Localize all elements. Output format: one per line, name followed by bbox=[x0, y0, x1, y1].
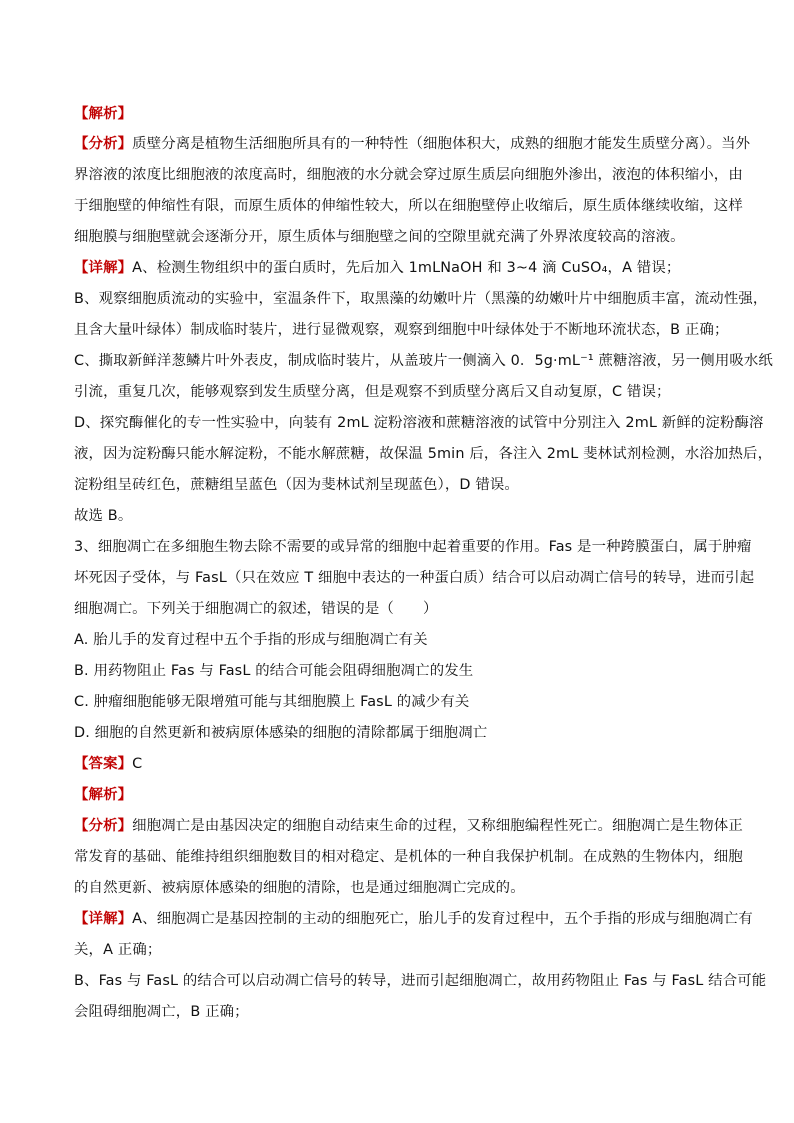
section-tag: 【解析】 bbox=[74, 106, 133, 122]
line-24 bbox=[74, 816, 743, 836]
line-6 bbox=[74, 258, 680, 278]
line-text: 常发育的基础、能维持组织细胞数目的相对稳定、是机体的一种自我保护机制。在成熟的生物体内，细胞 bbox=[74, 849, 743, 865]
line-13 bbox=[74, 475, 519, 495]
line-text: 液，因为淀粉酶只能水解淀粉，不能水解蔗糖，故保温 5min 后，各注入 2mL 斐林试剂检测，水浴加热后， bbox=[74, 446, 773, 462]
line-10 bbox=[74, 382, 671, 402]
line-text: 会阻碍细胞凋亡，B 正确； bbox=[74, 1004, 249, 1020]
line-text: C bbox=[132, 756, 143, 772]
section-tag: 【详解】 bbox=[74, 260, 133, 276]
line-text: 质壁分离是植物生活细胞所具有的一种特性（细胞体积大，成熟的细胞才能发生质壁分离）。当外 bbox=[132, 136, 751, 152]
section-tag: 【分析】 bbox=[74, 136, 133, 152]
section-tag: 【详解】 bbox=[74, 911, 133, 927]
section-tag: 【解析】 bbox=[74, 787, 133, 803]
line-text: C. 肿瘤细胞能够无限增殖可能与其细胞膜上 FasL 的减少有关 bbox=[74, 694, 470, 710]
line-text: 细胞膜与细胞壁就会逐渐分开，原生质体与细胞壁之间的空隙里就充满了外界浓度较高的溶液。 bbox=[74, 229, 685, 245]
line-text: 引流，重复几次，能够观察到发生质壁分离，但是观察不到质壁分离后又自动复原，C 错误； bbox=[74, 384, 671, 400]
line-5 bbox=[74, 227, 685, 247]
section-tag: 【分析】 bbox=[74, 818, 133, 834]
line-text: 淀粉组呈砖红色，蔗糖组呈蓝色（因为斐林试剂呈现蓝色），D 错误。 bbox=[74, 477, 519, 493]
line-29 bbox=[74, 971, 766, 991]
line-text: B. 用药物阻止 Fas 与 FasL 的结合可能会阻碍细胞凋亡的发生 bbox=[74, 663, 474, 679]
line-30 bbox=[74, 1002, 249, 1022]
line-18 bbox=[74, 630, 428, 650]
line-text: B、观察细胞质流动的实验中，室温条件下，取黑藻的幼嫩叶片（黑藻的幼嫩叶片中细胞质丰富，流动性强， bbox=[74, 291, 768, 307]
line-4 bbox=[74, 196, 743, 216]
line-21 bbox=[74, 723, 487, 743]
line-20 bbox=[74, 692, 469, 712]
line-text: 且含大量叶绿体）制成临时装片，进行显微观察，观察到细胞中叶绿体处于不断地环流状态，B 正确； bbox=[74, 322, 729, 338]
line-text: 3、细胞凋亡在多细胞生物去除不需要的或异常的细胞中起着重要的作用。Fas 是一种跨膜蛋白，属于肿瘤 bbox=[74, 539, 752, 555]
line-text: 故选 B。 bbox=[74, 508, 133, 524]
line-text: 坏死因子受体，与 FasL（只在效应 T 细胞中表达的一种蛋白质）结合可以启动凋亡信号的转导，进而引起 bbox=[74, 570, 755, 586]
line-28 bbox=[74, 940, 161, 960]
line-text: A、检测生物组织中的蛋白质时，先后加入 1mLNaOH 和 3~4 滴 CuSO₄，A 错误； bbox=[132, 260, 681, 276]
line-16 bbox=[74, 568, 754, 588]
line-26 bbox=[74, 878, 525, 898]
line-1 bbox=[74, 104, 132, 124]
line-25 bbox=[74, 847, 743, 867]
section-tag: 【答案】 bbox=[74, 756, 133, 772]
line-3 bbox=[74, 165, 743, 185]
line-text: 细胞凋亡。下列关于细胞凋亡的叙述，错误的是（ ） bbox=[74, 601, 438, 617]
line-2 bbox=[74, 134, 750, 154]
line-text: 的自然更新、被病原体感染的细胞的清除，也是通过细胞凋亡完成的。 bbox=[74, 880, 525, 896]
line-text: A、细胞凋亡是基因控制的主动的细胞死亡，胎儿手的发育过程中，五个手指的形成与细胞凋亡有 bbox=[132, 911, 753, 927]
line-9 bbox=[74, 351, 773, 371]
line-text: B、Fas 与 FasL 的结合可以启动凋亡信号的转导，进而引起细胞凋亡，故用药物阻止 Fas 与 FasL 结合可能 bbox=[74, 973, 767, 989]
line-19 bbox=[74, 661, 473, 681]
line-17 bbox=[74, 599, 438, 619]
line-8 bbox=[74, 320, 729, 340]
line-23 bbox=[74, 785, 132, 805]
line-11 bbox=[74, 413, 764, 433]
line-text: C、撕取新鲜洋葱鳞片叶外表皮，制成临时装片，从盖玻片一侧滴入 0．5g·mL⁻¹ 蔗糖溶液，另一侧用吸水纸 bbox=[74, 353, 773, 369]
line-text: 关，A 正确； bbox=[74, 942, 162, 958]
line-text: 细胞凋亡是由基因决定的细胞自动结束生命的过程，又称细胞编程性死亡。细胞凋亡是生物体正 bbox=[132, 818, 743, 834]
line-text: D. 细胞的自然更新和被病原体感染的细胞的清除都属于细胞凋亡 bbox=[74, 725, 488, 741]
line-text: 界溶液的浓度比细胞液的浓度高时，细胞液的水分就会穿过原生质层向细胞外渗出，液泡的体积缩小，由 bbox=[74, 167, 743, 183]
line-text: A. 胎儿手的发育过程中五个手指的形成与细胞凋亡有关 bbox=[74, 632, 428, 648]
line-15 bbox=[74, 537, 752, 557]
line-14 bbox=[74, 506, 132, 526]
line-22 bbox=[74, 754, 142, 774]
line-text: D、探究酶催化的专一性实验中，向装有 2mL 淀粉溶液和蔗糖溶液的试管中分别注入 2mL 新鲜的淀粉酶溶 bbox=[74, 415, 764, 431]
line-text: 于细胞壁的伸缩性有限，而原生质体的伸缩性较大，所以在细胞壁停止收缩后，原生质体继续收缩，这样 bbox=[74, 198, 743, 214]
line-12 bbox=[74, 444, 772, 464]
line-7 bbox=[74, 289, 767, 309]
line-27 bbox=[74, 909, 753, 929]
